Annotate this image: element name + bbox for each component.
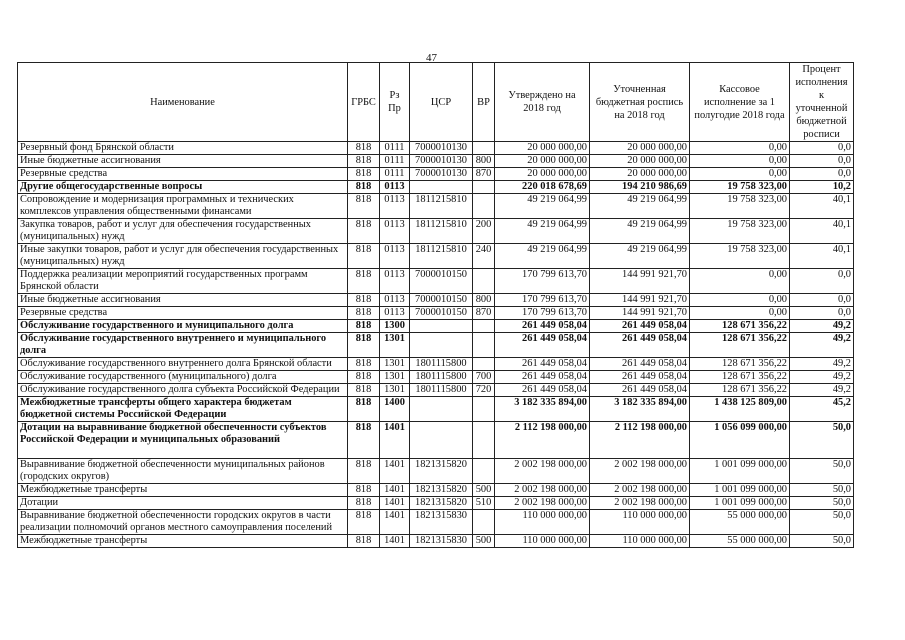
cell-name: Сопровождение и модернизация программных и технических комплексов управления общественными финансами (18, 194, 348, 219)
cell-specified: 144 991 921,70 (590, 294, 690, 307)
cell-name: Дотации на выравнивание бюджетной обеспеченности субъектов Российской Федерации и муниципальных образований (18, 422, 348, 459)
cell-cash: 0,00 (690, 294, 790, 307)
cell-vr (473, 422, 495, 459)
header-approved: Утверждено на 2018 год (495, 63, 590, 142)
table-row (18, 155, 854, 168)
cell-grbs: 818 (348, 459, 380, 484)
cell-vr (473, 397, 495, 422)
cell-name: Межбюджетные трансферты (18, 535, 348, 548)
cell-grbs: 818 (348, 422, 380, 459)
cell-grbs: 818 (348, 294, 380, 307)
cell-percent: 49,2 (790, 384, 854, 397)
cell-name: Дотации (18, 497, 348, 510)
cell-grbs: 818 (348, 510, 380, 535)
cell-specified: 2 112 198 000,00 (590, 422, 690, 459)
cell-grbs: 818 (348, 397, 380, 422)
cell-percent: 49,2 (790, 320, 854, 333)
table-row (18, 459, 854, 484)
cell-grbs: 818 (348, 384, 380, 397)
cell-cash: 0,00 (690, 155, 790, 168)
cell-grbs: 818 (348, 358, 380, 371)
cell-specified: 144 991 921,70 (590, 307, 690, 320)
cell-csr: 1811215810 (410, 244, 473, 269)
table-row (18, 371, 854, 384)
table-row (18, 269, 854, 294)
cell-specified: 2 002 198 000,00 (590, 459, 690, 484)
cell-vr: 240 (473, 244, 495, 269)
cell-percent: 45,2 (790, 397, 854, 422)
cell-grbs: 818 (348, 497, 380, 510)
cell-approved: 170 799 613,70 (495, 294, 590, 307)
cell-approved: 20 000 000,00 (495, 142, 590, 155)
header-specified: Уточненная бюджетная роспись на 2018 год (590, 63, 690, 142)
cell-cash: 128 671 356,22 (690, 333, 790, 358)
cell-specified: 49 219 064,99 (590, 194, 690, 219)
cell-cash: 55 000 000,00 (690, 510, 790, 535)
cell-percent: 0,0 (790, 269, 854, 294)
cell-grbs: 818 (348, 142, 380, 155)
cell-specified: 261 449 058,04 (590, 333, 690, 358)
table-row (18, 194, 854, 219)
cell-specified: 2 002 198 000,00 (590, 497, 690, 510)
cell-cash: 128 671 356,22 (690, 320, 790, 333)
table-row (18, 294, 854, 307)
cell-rzpr: 1401 (380, 510, 410, 535)
cell-name: Резервные средства (18, 307, 348, 320)
cell-approved: 261 449 058,04 (495, 320, 590, 333)
cell-percent: 50,0 (790, 510, 854, 535)
cell-rzpr: 0111 (380, 168, 410, 181)
cell-rzpr: 1401 (380, 484, 410, 497)
cell-csr: 7000010150 (410, 307, 473, 320)
cell-rzpr: 0113 (380, 294, 410, 307)
cell-grbs: 818 (348, 269, 380, 294)
cell-vr (473, 269, 495, 294)
cell-rzpr: 1300 (380, 320, 410, 333)
header-percent: Процент исполнения к уточненной бюджетной росписи (790, 63, 854, 142)
cell-percent: 49,2 (790, 358, 854, 371)
cell-name: Выравнивание бюджетной обеспеченности городских округов в части реализации полномочий органов местного самоуправления поселений (18, 510, 348, 535)
cell-vr (473, 510, 495, 535)
cell-approved: 2 002 198 000,00 (495, 484, 590, 497)
cell-cash: 1 001 099 000,00 (690, 497, 790, 510)
cell-rzpr: 0113 (380, 181, 410, 194)
cell-percent: 50,0 (790, 484, 854, 497)
cell-approved: 2 002 198 000,00 (495, 497, 590, 510)
cell-approved: 49 219 064,99 (495, 219, 590, 244)
cell-percent: 50,0 (790, 497, 854, 510)
cell-cash: 0,00 (690, 142, 790, 155)
cell-approved: 170 799 613,70 (495, 269, 590, 294)
cell-cash: 1 056 099 000,00 (690, 422, 790, 459)
cell-csr: 7000010150 (410, 294, 473, 307)
table-row (18, 244, 854, 269)
page-number: 47 (426, 52, 437, 64)
cell-name: Резервный фонд Брянской области (18, 142, 348, 155)
cell-csr: 7000010130 (410, 155, 473, 168)
cell-name: Обслуживание государственного внутреннего и муниципального долга (18, 333, 348, 358)
table-row (18, 358, 854, 371)
cell-name: Выравнивание бюджетной обеспеченности муниципальных районов (городских округов) (18, 459, 348, 484)
cell-percent: 0,0 (790, 307, 854, 320)
header-rzpr: Рз Пр (380, 63, 410, 142)
cell-percent: 10,2 (790, 181, 854, 194)
cell-name: Иные бюджетные ассигнования (18, 155, 348, 168)
cell-name: Поддержка реализации мероприятий государственных программ Брянской области (18, 269, 348, 294)
table-row (18, 219, 854, 244)
cell-percent: 50,0 (790, 459, 854, 484)
table-row (18, 397, 854, 422)
cell-name: Межбюджетные трансферты общего характера бюджетам бюджетной системы Российской Федерации (18, 397, 348, 422)
table-header (18, 63, 854, 142)
cell-cash: 19 758 323,00 (690, 219, 790, 244)
cell-percent: 49,2 (790, 371, 854, 384)
cell-csr: 1821315820 (410, 459, 473, 484)
header-cash: Кассовое исполнение за 1 полугодие 2018 года (690, 63, 790, 142)
cell-vr (473, 459, 495, 484)
table-row (18, 384, 854, 397)
cell-rzpr: 1301 (380, 384, 410, 397)
cell-approved: 20 000 000,00 (495, 155, 590, 168)
cell-vr: 500 (473, 484, 495, 497)
cell-vr: 800 (473, 155, 495, 168)
table-row (18, 422, 854, 459)
cell-vr: 720 (473, 384, 495, 397)
cell-grbs: 818 (348, 333, 380, 358)
cell-vr (473, 358, 495, 371)
cell-cash: 1 438 125 809,00 (690, 397, 790, 422)
cell-csr: 1821315820 (410, 497, 473, 510)
cell-name: Обслуживание государственного внутреннего долга Брянской области (18, 358, 348, 371)
cell-cash: 128 671 356,22 (690, 384, 790, 397)
cell-vr (473, 181, 495, 194)
cell-approved: 110 000 000,00 (495, 510, 590, 535)
cell-cash: 1 001 099 000,00 (690, 459, 790, 484)
cell-name: Иные бюджетные ассигнования (18, 294, 348, 307)
cell-rzpr: 1400 (380, 397, 410, 422)
cell-grbs: 818 (348, 484, 380, 497)
cell-specified: 194 210 986,69 (590, 181, 690, 194)
header-grbs: ГРБС (348, 63, 380, 142)
cell-csr: 1821315830 (410, 510, 473, 535)
table-row (18, 497, 854, 510)
cell-csr: 7000010130 (410, 142, 473, 155)
table-row (18, 510, 854, 535)
table-row (18, 333, 854, 358)
cell-name: Обслуживание государственного долга субъекта Российской Федерации (18, 384, 348, 397)
cell-specified: 20 000 000,00 (590, 155, 690, 168)
cell-percent: 50,0 (790, 422, 854, 459)
cell-vr: 510 (473, 497, 495, 510)
cell-rzpr: 1301 (380, 333, 410, 358)
cell-approved: 3 182 335 894,00 (495, 397, 590, 422)
cell-vr (473, 194, 495, 219)
cell-cash: 128 671 356,22 (690, 371, 790, 384)
cell-percent: 50,0 (790, 535, 854, 548)
cell-percent: 0,0 (790, 168, 854, 181)
cell-approved: 170 799 613,70 (495, 307, 590, 320)
cell-specified: 261 449 058,04 (590, 358, 690, 371)
cell-rzpr: 1401 (380, 535, 410, 548)
cell-csr: 7000010150 (410, 269, 473, 294)
cell-percent: 0,0 (790, 155, 854, 168)
cell-csr (410, 397, 473, 422)
cell-grbs: 818 (348, 535, 380, 548)
cell-rzpr: 0113 (380, 269, 410, 294)
table-row (18, 142, 854, 155)
cell-approved: 261 449 058,04 (495, 384, 590, 397)
cell-cash: 19 758 323,00 (690, 244, 790, 269)
cell-rzpr: 1301 (380, 358, 410, 371)
cell-approved: 220 018 678,69 (495, 181, 590, 194)
table-row (18, 181, 854, 194)
cell-specified: 2 002 198 000,00 (590, 484, 690, 497)
cell-approved: 261 449 058,04 (495, 333, 590, 358)
cell-specified: 3 182 335 894,00 (590, 397, 690, 422)
cell-name: Обслуживание государственного (муниципального) долга (18, 371, 348, 384)
cell-grbs: 818 (348, 219, 380, 244)
cell-vr: 500 (473, 535, 495, 548)
cell-vr (473, 333, 495, 358)
cell-approved: 110 000 000,00 (495, 535, 590, 548)
cell-percent: 0,0 (790, 142, 854, 155)
cell-cash: 19 758 323,00 (690, 181, 790, 194)
header-name: Наименование (18, 63, 348, 142)
cell-csr: 1821315830 (410, 535, 473, 548)
cell-specified: 261 449 058,04 (590, 320, 690, 333)
cell-vr: 200 (473, 219, 495, 244)
cell-rzpr: 1301 (380, 371, 410, 384)
cell-rzpr: 1401 (380, 459, 410, 484)
cell-cash: 0,00 (690, 269, 790, 294)
cell-name: Закупка товаров, работ и услуг для обеспечения государственных (муниципальных) нужд (18, 219, 348, 244)
cell-cash: 55 000 000,00 (690, 535, 790, 548)
cell-name: Межбюджетные трансферты (18, 484, 348, 497)
cell-csr: 1801115800 (410, 371, 473, 384)
table-body (18, 142, 854, 548)
cell-vr: 870 (473, 307, 495, 320)
cell-cash: 19 758 323,00 (690, 194, 790, 219)
cell-vr (473, 320, 495, 333)
cell-csr: 7000010130 (410, 168, 473, 181)
cell-specified: 20 000 000,00 (590, 168, 690, 181)
cell-vr (473, 142, 495, 155)
cell-rzpr: 0113 (380, 307, 410, 320)
cell-percent: 40,1 (790, 219, 854, 244)
cell-csr: 1801115800 (410, 358, 473, 371)
cell-specified: 110 000 000,00 (590, 510, 690, 535)
cell-approved: 49 219 064,99 (495, 244, 590, 269)
cell-approved: 49 219 064,99 (495, 194, 590, 219)
cell-specified: 144 991 921,70 (590, 269, 690, 294)
cell-specified: 20 000 000,00 (590, 142, 690, 155)
cell-vr: 870 (473, 168, 495, 181)
cell-vr: 700 (473, 371, 495, 384)
cell-rzpr: 1401 (380, 422, 410, 459)
cell-specified: 110 000 000,00 (590, 535, 690, 548)
cell-rzpr: 0111 (380, 142, 410, 155)
cell-approved: 2 112 198 000,00 (495, 422, 590, 459)
table-row (18, 307, 854, 320)
cell-grbs: 818 (348, 307, 380, 320)
cell-csr (410, 422, 473, 459)
cell-specified: 49 219 064,99 (590, 244, 690, 269)
cell-grbs: 818 (348, 194, 380, 219)
cell-cash: 1 001 099 000,00 (690, 484, 790, 497)
cell-approved: 261 449 058,04 (495, 371, 590, 384)
cell-grbs: 818 (348, 371, 380, 384)
cell-grbs: 818 (348, 244, 380, 269)
header-vr: ВР (473, 63, 495, 142)
cell-csr: 1811215810 (410, 219, 473, 244)
cell-cash: 0,00 (690, 168, 790, 181)
cell-rzpr: 0113 (380, 244, 410, 269)
cell-percent: 40,1 (790, 194, 854, 219)
cell-specified: 261 449 058,04 (590, 384, 690, 397)
cell-csr: 1821315820 (410, 484, 473, 497)
cell-name: Иные закупки товаров, работ и услуг для обеспечения государственных (муниципальных) нужд (18, 244, 348, 269)
table-row (18, 484, 854, 497)
cell-csr (410, 333, 473, 358)
cell-cash: 0,00 (690, 307, 790, 320)
cell-csr: 1801115800 (410, 384, 473, 397)
cell-specified: 261 449 058,04 (590, 371, 690, 384)
cell-csr (410, 181, 473, 194)
cell-vr: 800 (473, 294, 495, 307)
table-row (18, 168, 854, 181)
cell-rzpr: 0113 (380, 194, 410, 219)
cell-grbs: 818 (348, 320, 380, 333)
cell-percent: 0,0 (790, 294, 854, 307)
cell-name: Обслуживание государственного и муниципального долга (18, 320, 348, 333)
cell-cash: 128 671 356,22 (690, 358, 790, 371)
cell-rzpr: 0113 (380, 219, 410, 244)
cell-approved: 20 000 000,00 (495, 168, 590, 181)
cell-grbs: 818 (348, 181, 380, 194)
cell-specified: 49 219 064,99 (590, 219, 690, 244)
cell-csr: 1811215810 (410, 194, 473, 219)
cell-grbs: 818 (348, 168, 380, 181)
cell-rzpr: 0111 (380, 155, 410, 168)
cell-name: Резервные средства (18, 168, 348, 181)
header-csr: ЦСР (410, 63, 473, 142)
cell-name: Другие общегосударственные вопросы (18, 181, 348, 194)
cell-percent: 49,2 (790, 333, 854, 358)
cell-rzpr: 1401 (380, 497, 410, 510)
cell-approved: 2 002 198 000,00 (495, 459, 590, 484)
cell-csr (410, 320, 473, 333)
table-row (18, 320, 854, 333)
table-row (18, 535, 854, 548)
cell-approved: 261 449 058,04 (495, 358, 590, 371)
cell-grbs: 818 (348, 155, 380, 168)
cell-percent: 40,1 (790, 244, 854, 269)
budget-table (17, 62, 854, 548)
